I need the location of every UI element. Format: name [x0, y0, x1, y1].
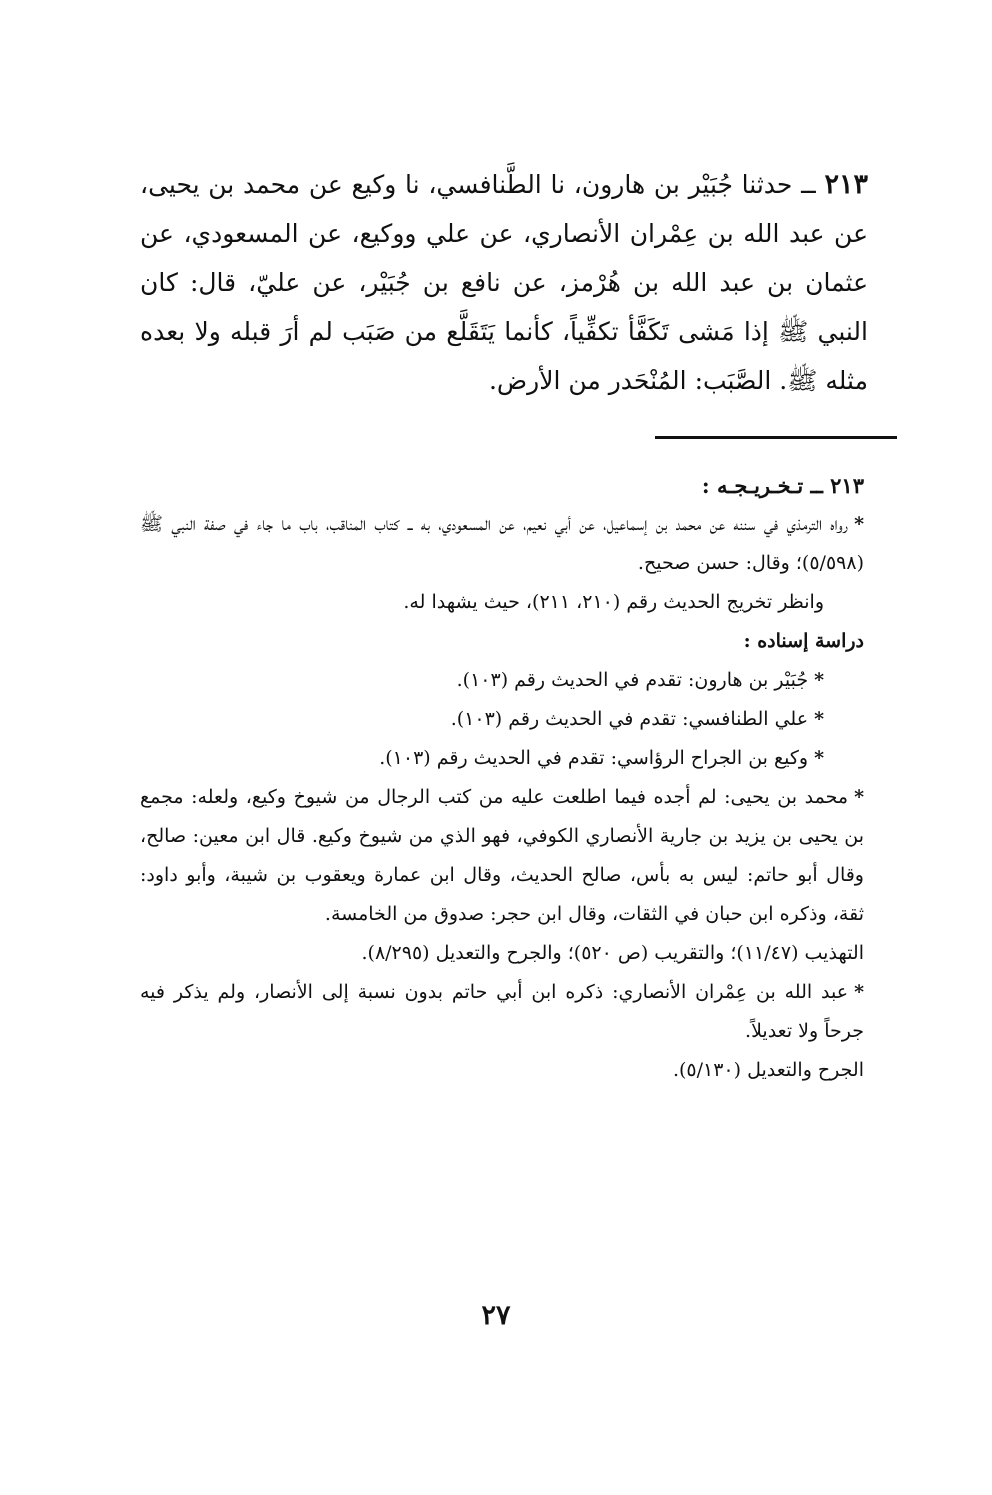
page-number: ٢٧: [481, 1300, 511, 1331]
narrator-text: وكيع بن الجراح الرؤاسي: تقدم في الحديث رقم (١٠٣).: [379, 747, 809, 769]
hadith-paragraph: [140, 160, 868, 405]
footnote-divider: [655, 436, 897, 439]
narrator-item: [140, 700, 864, 739]
narrator-text: محمد بن يحيى: لم أجده فيما اطلعت عليه من كتب الرجال من شيوخ وكيع، ولعله: مجمع بن يحيى بن يزيد بن جارية الأنصاري الكوفي، فهو الذي من شيوخ وكيع. قال ابن معين: صالح، وقال أبو حاتم: ليس به بأس، صالح الحديث، وقال ابن عمارة ويعقوب بن شيبة، وأبو داود: ثقة، وذكره ابن حبان في الثقات، وقال ابن حجر: صدوق من الخامسة.: [140, 786, 864, 925]
asterisk-icon: *: [814, 747, 824, 769]
takhrij-item: [140, 505, 864, 583]
isnad-heading: دراسة إسناده :: [743, 630, 864, 652]
see-also-note: وانظر تخريج الحديث رقم (٢١٠، ٢١١)، حيث يشهدا له.: [403, 591, 824, 613]
hadith-block: [140, 160, 868, 405]
narrator-text: عبد الله بن عِمْران الأنصاري: ذكره ابن أبي حاتم بدون نسبة إلى الأنصار، ولم يذكر فيه جرحاً ولا تعديلاً.: [140, 981, 864, 1042]
takhrij-text: رواه الترمذي في سننه عن محمد بن إسماعيل، عن أبي نعيم، عن المسعودي، به ــ كتاب المناقب، باب ما جاء في صفة النبي ﷺ (٥/٥٩٨)؛ وقال: حسن صحيح.: [140, 513, 864, 574]
narrator-item: [140, 739, 864, 778]
hadith-text: ــ حدثنا جُبَيْر بن هارون، نا الطَّنافسي، نا وكيع عن محمد بن يحيى، عن عبد الله بن عِمْران الأنصاري، عن علي ووكيع، عن المسعودي، عن عثمان بن عبد الله بن هُرْمز، عن نافع بن جُبَيْر، عن عليّ، قال: كان النبي ﷺ إذا مَشى تَكَفَّأ تكفِّياً، كأنما يَتَقَلَّع من صَبَب لم أرَ قبله ولا بعده مثله ﷺ. الصَّبَب: المُنْحَدر من الأرض.: [140, 170, 868, 395]
asterisk-icon: *: [854, 786, 864, 808]
asterisk-icon: *: [814, 708, 824, 730]
hadith-number: ٢١٣: [824, 169, 868, 200]
narrator-text: جُبَيْر بن هارون: تقدم في الحديث رقم (١٠٣).: [456, 669, 809, 691]
narrator-text: علي الطنافسي: تقدم في الحديث رقم (١٠٣).: [450, 708, 809, 730]
narrator-item-muhammad: [140, 778, 864, 934]
footnotes: [140, 466, 864, 1090]
asterisk-icon: *: [814, 669, 824, 691]
asterisk-icon: *: [854, 981, 864, 1003]
asterisk-icon: *: [854, 513, 864, 535]
takhrij-heading: ٢١٣ ــ تـخـريـجـه :: [701, 473, 864, 498]
narrator-item: [140, 661, 864, 700]
reference-line: الجرح والتعديل (٥/١٣٠).: [672, 1059, 864, 1081]
narrator-item-abdullah: [140, 973, 864, 1051]
reference-line: التهذيب (١١/٤٧)؛ والتقريب (ص ٥٢٠)؛ والجرح والتعديل (٨/٢٩٥).: [361, 942, 864, 964]
